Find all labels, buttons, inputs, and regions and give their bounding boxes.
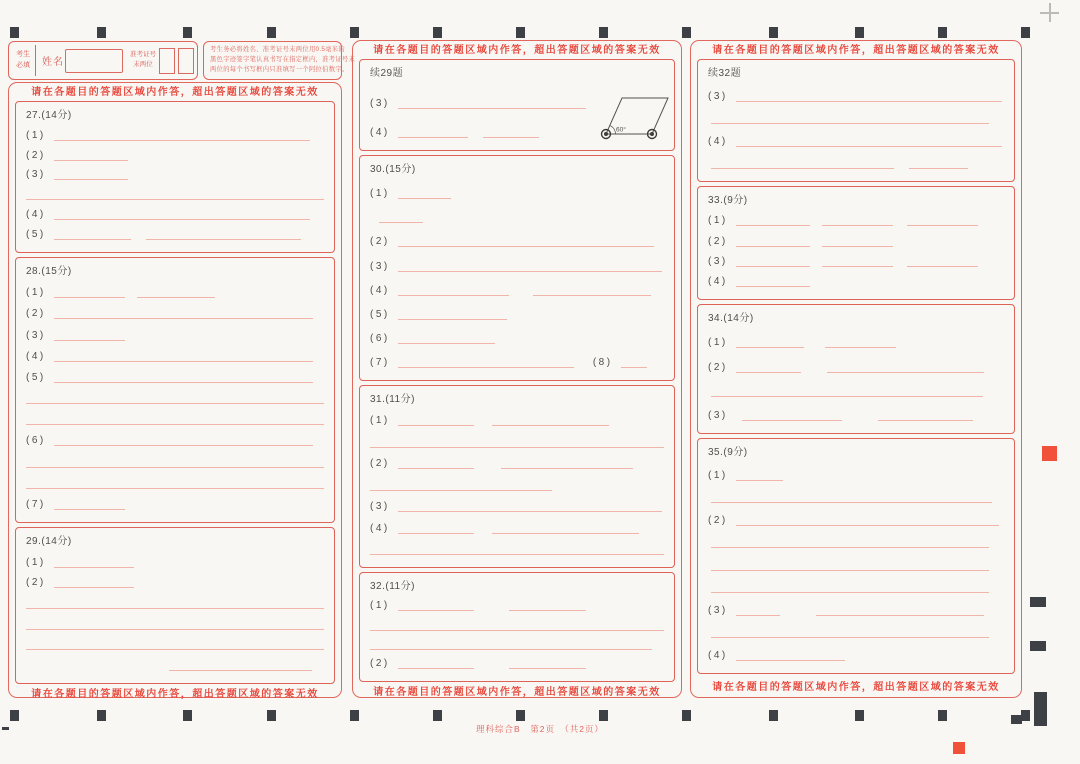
question-title: 31.(11分) bbox=[370, 394, 415, 405]
answer-line bbox=[370, 436, 664, 448]
answer-line bbox=[736, 361, 801, 373]
answer-row bbox=[26, 619, 324, 630]
timing-mark bbox=[183, 27, 192, 38]
question-box bbox=[15, 257, 335, 523]
sub-question-label: (3) bbox=[26, 169, 46, 181]
answer-row bbox=[26, 372, 324, 383]
required-fill-label bbox=[11, 45, 36, 76]
answer-row bbox=[708, 515, 1004, 526]
required-label-line: 考生 bbox=[16, 51, 30, 58]
answer-line bbox=[137, 286, 214, 298]
sub-question-label: (6) bbox=[370, 332, 390, 344]
answer-line bbox=[54, 286, 126, 298]
answer-line bbox=[825, 336, 896, 348]
candidate-info-box bbox=[8, 41, 198, 80]
answer-line bbox=[398, 500, 663, 512]
timing-mark bbox=[682, 710, 691, 721]
timing-mark bbox=[1021, 710, 1030, 721]
timing-mark bbox=[1030, 641, 1046, 651]
answer-row bbox=[370, 437, 664, 448]
answer-line bbox=[398, 284, 510, 296]
answer-line bbox=[878, 409, 973, 421]
answer-line bbox=[711, 626, 989, 638]
sub-question-label: (4) bbox=[708, 276, 728, 287]
answer-row bbox=[708, 492, 1004, 503]
answer-row bbox=[708, 470, 1004, 481]
sub-question-label: (5) bbox=[26, 228, 46, 240]
sub-question-label: (3) bbox=[26, 329, 46, 341]
exam-no-label-line: 准考证号 bbox=[130, 51, 156, 58]
answer-row bbox=[708, 91, 1004, 102]
answer-line bbox=[822, 255, 893, 267]
question-title: 续32题 bbox=[708, 68, 742, 79]
sub-question-label: (7) bbox=[370, 357, 390, 368]
answer-line bbox=[509, 599, 585, 611]
answer-line bbox=[398, 308, 507, 320]
sub-question-label: (1) bbox=[370, 188, 390, 200]
question-title: 27.(14分) bbox=[26, 110, 72, 121]
sub-question-label: (3) bbox=[370, 501, 390, 513]
sub-question-label: (5) bbox=[370, 308, 390, 320]
answer-row bbox=[370, 188, 664, 199]
red-registration-mark bbox=[1042, 446, 1057, 461]
answer-row bbox=[370, 236, 664, 247]
required-label-line: 必填 bbox=[16, 61, 30, 69]
answer-line bbox=[398, 599, 474, 611]
timing-mark bbox=[10, 710, 19, 721]
answer-row bbox=[26, 660, 324, 671]
question-box bbox=[697, 438, 1015, 674]
timing-mark bbox=[599, 710, 608, 721]
sub-question-label: (3) bbox=[708, 255, 728, 267]
answer-line bbox=[621, 356, 647, 368]
question-box bbox=[359, 572, 675, 682]
answer-line bbox=[907, 255, 978, 267]
answer-row bbox=[26, 457, 324, 468]
answer-line bbox=[54, 576, 134, 588]
answer-column-1 bbox=[8, 82, 342, 698]
sub-question-label: (3) bbox=[370, 97, 390, 109]
sub-question-label: (1) bbox=[708, 215, 728, 227]
answer-line bbox=[26, 638, 324, 650]
question-box bbox=[697, 59, 1015, 182]
answer-row bbox=[708, 605, 1004, 616]
answer-line bbox=[711, 491, 992, 503]
exam-digit-box[interactable] bbox=[159, 48, 175, 74]
sub-question-label: (2) bbox=[370, 236, 390, 248]
question-title: 35.(9分) bbox=[708, 447, 748, 458]
sub-question-label: (1) bbox=[26, 129, 46, 141]
sub-question-label: (4) bbox=[26, 350, 46, 362]
answer-line bbox=[483, 126, 539, 138]
parallelogram-figure bbox=[594, 90, 676, 144]
question-title: 32.(11分) bbox=[370, 581, 415, 592]
answer-line bbox=[370, 638, 652, 650]
answer-line bbox=[398, 332, 495, 344]
exam-no-label-line: 末两位 bbox=[133, 61, 153, 69]
answer-row bbox=[708, 362, 1004, 373]
answer-row bbox=[26, 229, 324, 240]
answer-line bbox=[26, 597, 324, 609]
answer-row bbox=[370, 357, 664, 368]
answer-line bbox=[26, 456, 324, 468]
answer-row bbox=[26, 478, 324, 489]
answer-line bbox=[54, 434, 313, 446]
sub-question-label: (1) bbox=[370, 415, 390, 427]
answer-line bbox=[501, 457, 633, 469]
question-title: 续29题 bbox=[370, 68, 404, 79]
question-title: 33.(9分) bbox=[708, 195, 748, 206]
timing-mark bbox=[855, 710, 864, 721]
answer-line bbox=[398, 414, 474, 426]
answer-line bbox=[379, 211, 423, 223]
answer-row bbox=[708, 386, 1004, 397]
sub-question-label: (4) bbox=[708, 135, 728, 147]
answer-line bbox=[736, 514, 999, 526]
timing-mark bbox=[267, 27, 276, 38]
warning-banner: 请在各题目的答题区域内作答，超出答题区域的答案无效 bbox=[373, 45, 661, 56]
answer-line bbox=[711, 385, 983, 397]
warning-banner: 请在各题目的答题区域内作答，超出答题区域的答案无效 bbox=[712, 45, 1000, 56]
answer-line bbox=[907, 214, 978, 226]
warning-banner: 请在各题目的答题区域内作答，超出答题区域的答案无效 bbox=[31, 689, 319, 700]
answer-row bbox=[370, 658, 664, 669]
sub-question-label: (2) bbox=[370, 458, 390, 470]
instructions-line: 考生务必将姓名、准考证号末两位用0.5毫米的 bbox=[210, 46, 345, 53]
timing-mark bbox=[1030, 597, 1046, 607]
timing-mark bbox=[1011, 715, 1022, 724]
question-box bbox=[697, 304, 1015, 434]
answer-line bbox=[736, 135, 1002, 147]
answer-line bbox=[822, 214, 893, 226]
question-title: 34.(14分) bbox=[708, 313, 754, 324]
timing-mark bbox=[938, 710, 947, 721]
answer-row bbox=[26, 130, 324, 141]
answer-line bbox=[827, 361, 984, 373]
answer-row bbox=[708, 276, 1004, 287]
answer-line bbox=[54, 350, 313, 362]
answer-row bbox=[26, 169, 324, 180]
answer-row bbox=[708, 537, 1004, 548]
answer-row bbox=[26, 209, 324, 220]
answer-line bbox=[146, 228, 301, 240]
answer-line bbox=[711, 581, 989, 593]
sub-question-label: (2) bbox=[26, 577, 46, 589]
question-box bbox=[697, 186, 1015, 300]
angle-label: 60° bbox=[616, 126, 626, 134]
warning-banner: 请在各题目的答题区域内作答，超出答题区域的答案无效 bbox=[373, 687, 661, 698]
answer-row bbox=[26, 351, 324, 362]
timing-mark bbox=[516, 27, 525, 38]
answer-line bbox=[398, 126, 469, 138]
answer-row bbox=[708, 158, 1004, 169]
answer-line bbox=[398, 657, 474, 669]
sub-question-label: (1) bbox=[26, 556, 46, 568]
sub-question-label: (2) bbox=[708, 514, 728, 526]
answer-row bbox=[708, 410, 1004, 421]
answer-line bbox=[711, 559, 989, 571]
timing-mark bbox=[769, 27, 778, 38]
answer-line bbox=[509, 657, 585, 669]
answer-line bbox=[711, 157, 895, 169]
answer-line bbox=[54, 498, 126, 510]
answer-row bbox=[26, 557, 324, 568]
sub-question-label: (1) bbox=[708, 337, 728, 349]
answer-line bbox=[26, 392, 324, 404]
question-title: 29.(14分) bbox=[26, 536, 72, 547]
instructions-box bbox=[203, 41, 356, 80]
answer-line bbox=[169, 659, 312, 671]
sub-question-label: (6) bbox=[26, 435, 46, 447]
question-box bbox=[359, 155, 675, 381]
answer-row bbox=[370, 458, 664, 469]
answer-line bbox=[26, 188, 324, 200]
answer-line bbox=[909, 157, 968, 169]
answer-row bbox=[26, 308, 324, 319]
timing-mark bbox=[1021, 27, 1030, 38]
answer-row bbox=[26, 499, 324, 510]
answer-row bbox=[26, 435, 324, 446]
answer-row bbox=[26, 330, 324, 341]
answer-line bbox=[54, 168, 129, 180]
timing-mark bbox=[433, 710, 442, 721]
timing-mark bbox=[183, 710, 192, 721]
answer-line bbox=[736, 235, 810, 247]
crosshair-icon bbox=[1049, 3, 1051, 22]
answer-line bbox=[711, 112, 989, 124]
timing-mark bbox=[1034, 692, 1047, 726]
answer-line bbox=[398, 97, 586, 109]
timing-mark bbox=[433, 27, 442, 38]
sub-question-label: (1) bbox=[370, 600, 390, 612]
instructions-line: 黑色字迹签字笔认真书写在指定框内，准考证号末 bbox=[210, 55, 356, 63]
answer-row bbox=[370, 523, 664, 534]
sub-question-label: (2) bbox=[26, 149, 46, 161]
sub-question-label: (5) bbox=[26, 371, 46, 383]
answer-line bbox=[398, 522, 474, 534]
answer-row bbox=[370, 501, 664, 512]
timing-mark bbox=[769, 710, 778, 721]
sub-question-label: (3) bbox=[370, 260, 390, 272]
answer-row bbox=[370, 212, 664, 223]
answer-row bbox=[370, 333, 664, 344]
answer-line bbox=[54, 329, 126, 341]
timing-mark bbox=[855, 27, 864, 38]
answer-row bbox=[708, 582, 1004, 593]
answer-row bbox=[708, 136, 1004, 147]
sub-question-label: (3) bbox=[708, 410, 728, 421]
sub-question-label: (3) bbox=[708, 604, 728, 616]
exam-no-label bbox=[129, 50, 157, 71]
answer-line bbox=[26, 477, 324, 489]
answer-row bbox=[26, 287, 324, 298]
answer-row bbox=[370, 480, 664, 491]
answer-row bbox=[26, 150, 324, 161]
answer-row bbox=[370, 261, 664, 272]
answer-row bbox=[26, 189, 324, 200]
answer-row bbox=[26, 577, 324, 588]
timing-mark bbox=[350, 710, 359, 721]
answer-line bbox=[736, 604, 780, 616]
answer-line bbox=[370, 619, 664, 631]
answer-line bbox=[816, 604, 985, 616]
sub-question-label: (7) bbox=[26, 498, 46, 510]
answer-row bbox=[370, 620, 664, 631]
timing-mark bbox=[350, 27, 359, 38]
answer-row bbox=[26, 414, 324, 425]
timing-mark bbox=[682, 27, 691, 38]
answer-line bbox=[54, 149, 129, 161]
answer-line bbox=[492, 414, 610, 426]
timing-mark bbox=[516, 710, 525, 721]
sub-question-label: (2) bbox=[26, 308, 46, 320]
answer-line bbox=[370, 479, 552, 491]
timing-mark bbox=[10, 27, 19, 38]
sub-question-label: (4) bbox=[370, 284, 390, 296]
question-title: 28.(15分) bbox=[26, 266, 72, 277]
sub-question-label: (4) bbox=[26, 209, 46, 221]
instructions-text bbox=[204, 42, 356, 77]
answer-line bbox=[736, 275, 810, 287]
answer-line bbox=[736, 90, 1002, 102]
sub-question-label: (2) bbox=[370, 658, 390, 669]
answer-row bbox=[370, 309, 664, 320]
answer-line bbox=[736, 649, 846, 661]
answer-line bbox=[711, 536, 989, 548]
answer-line bbox=[54, 228, 131, 240]
warning-banner: 请在各题目的答题区域内作答，超出答题区域的答案无效 bbox=[712, 682, 1000, 693]
answer-line bbox=[736, 336, 804, 348]
sub-question-label: (1) bbox=[26, 287, 46, 299]
answer-row bbox=[708, 113, 1004, 124]
answer-line bbox=[492, 522, 639, 534]
answer-line bbox=[398, 457, 474, 469]
name-input-box[interactable] bbox=[65, 49, 123, 73]
question-title: 30.(15分) bbox=[370, 164, 416, 175]
name-label: 姓名 bbox=[42, 57, 64, 68]
instructions-line: 两位的每个书写框内只准填写一个阿拉伯数字。 bbox=[210, 65, 349, 73]
answer-line bbox=[533, 284, 651, 296]
answer-row bbox=[708, 236, 1004, 247]
answer-line bbox=[54, 208, 310, 220]
answer-line bbox=[54, 371, 313, 383]
answer-line bbox=[26, 618, 324, 630]
answer-line bbox=[822, 235, 893, 247]
answer-line bbox=[54, 307, 313, 319]
answer-row bbox=[708, 256, 1004, 267]
answer-row bbox=[370, 285, 664, 296]
question-box bbox=[359, 385, 675, 568]
answer-row bbox=[26, 639, 324, 650]
answer-line bbox=[398, 235, 654, 247]
page-footer: 理科综合B 第2页 （共2页） bbox=[476, 724, 604, 734]
timing-mark bbox=[97, 710, 106, 721]
sub-question-label: (2) bbox=[708, 361, 728, 373]
sub-question-label: (4) bbox=[370, 522, 390, 534]
answer-line bbox=[54, 129, 310, 141]
answer-line bbox=[736, 214, 810, 226]
red-registration-mark bbox=[953, 742, 965, 754]
answer-line bbox=[26, 413, 324, 425]
sub-question-label: (2) bbox=[708, 235, 728, 247]
answer-row bbox=[370, 600, 664, 611]
answer-column-3 bbox=[690, 40, 1022, 698]
answer-row bbox=[708, 650, 1004, 661]
answer-row bbox=[26, 598, 324, 609]
question-box bbox=[15, 527, 335, 684]
sub-question-label: (1) bbox=[708, 469, 728, 481]
answer-line bbox=[736, 255, 810, 267]
answer-line bbox=[398, 260, 663, 272]
sub-question-label: (4) bbox=[708, 649, 728, 661]
answer-line bbox=[742, 409, 843, 421]
sub-question-label: (4) bbox=[370, 127, 390, 138]
answer-row bbox=[26, 393, 324, 404]
answer-row bbox=[370, 544, 664, 555]
answer-row bbox=[370, 415, 664, 426]
answer-line bbox=[370, 543, 664, 555]
timing-mark bbox=[267, 710, 276, 721]
question-box bbox=[15, 101, 335, 253]
answer-line bbox=[54, 556, 134, 568]
answer-row bbox=[708, 337, 1004, 348]
timing-mark bbox=[599, 27, 608, 38]
exam-digit-box[interactable] bbox=[178, 48, 194, 74]
timing-mark bbox=[2, 727, 9, 730]
sub-question-label: (3) bbox=[708, 90, 728, 102]
sub-question-label: (8) bbox=[592, 357, 613, 368]
answer-row bbox=[708, 215, 1004, 226]
answer-row bbox=[708, 627, 1004, 638]
answer-row bbox=[370, 639, 664, 650]
timing-mark bbox=[97, 27, 106, 38]
answer-row bbox=[708, 560, 1004, 571]
answer-line bbox=[736, 469, 783, 481]
answer-line bbox=[398, 356, 574, 368]
answer-line bbox=[398, 187, 451, 199]
timing-mark bbox=[938, 27, 947, 38]
warning-banner: 请在各题目的答题区域内作答，超出答题区域的答案无效 bbox=[31, 87, 319, 98]
